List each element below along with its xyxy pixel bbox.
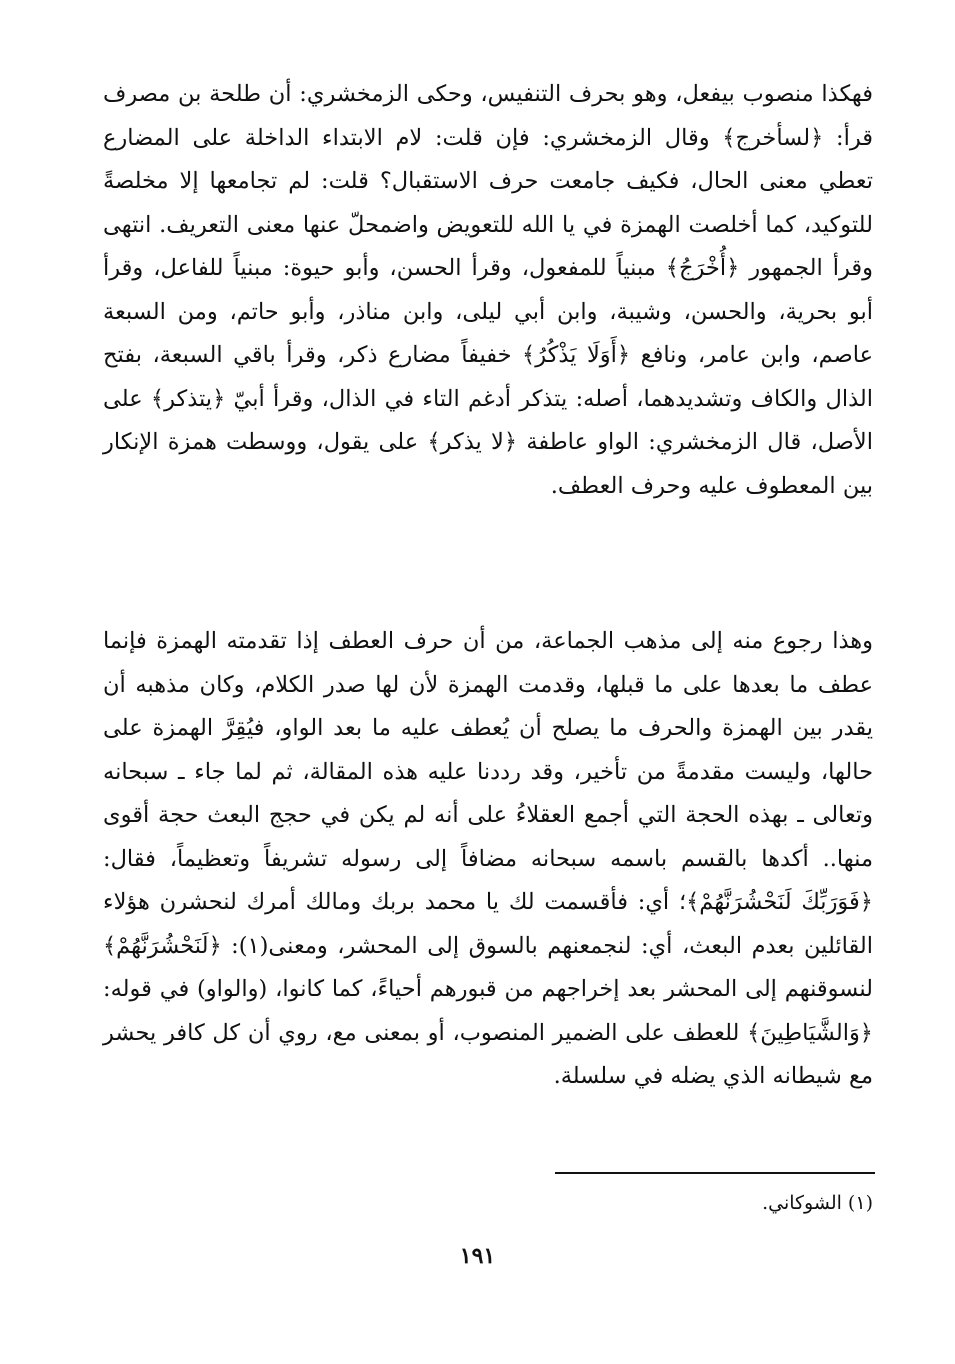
page-number: ١٩١	[459, 1243, 496, 1269]
footnote: (١) الشوكاني.	[762, 1192, 873, 1214]
footnote-separator	[555, 1172, 875, 1174]
body-paragraph-1: فهكذا منصوب بيفعل، وهو بحرف التنفيس، وحكى الزمخشري: أن طلحة بن مصرف قرأ: ﴿لسأخرج﴾ وقال الزمخشري: فإن قلت: لام الابتداء الداخلة على المضارع تعطي معنى الحال، فكيف جامعت حرف الاستقبال؟ قلت: لم تجامعها إلا مخلصةً للتوكيد، كما أخلصت الهمزة في يا الله للتعويض واضمحلّ عنها معنى التعريف. انتهى وقرأ الجمهور ﴿أُخْرَجُ﴾ مبنياً للمفعول، وقرأ الحسن، وأبو حيوة: مبنياً للفاعل، وقرأ أبو بحرية، والحسن، وشيبة، وابن أبي ليلى، وابن مناذر، وأبو حاتم، ومن السبعة عاصم، وابن عامر، ونافع ﴿أَوَلَا يَذْكُرُ﴾ خفيفاً مضارع ذكر، وقرأ باقي السبعة، بفتح الذال والكاف وتشديدهما، أصله: يتذكر أدغم التاء في الذال، وقرأ أبيّ ﴿يتذكر﴾ على الأصل، قال الزمخشري: الواو عاطفة ﴿لا يذكر﴾ على يقول، ووسطت همزة الإنكار بين المعطوف عليه وحرف العطف.	[103, 81, 873, 499]
body-paragraph-2: وهذا رجوع منه إلى مذهب الجماعة، من أن حرف العطف إذا تقدمته الهمزة فإنما عطف ما بعدها على ما قبلها، وقدمت الهمزة لأن لها صدر الكلام، وكان مذهبه أن يقدر بين الهمزة والحرف ما يصلح أن يُعطف عليه ما بعد الواو، فيُقِرَّ الهمزة على حالها، وليست مقدمةً من تأخير، وقد رددنا عليه هذه المقالة، ثم لما جاء ـ سبحانه وتعالى ـ بهذه الحجة التي أجمع العقلاءُ على أنه لم يكن في حجج البعث حجة أقوى منها.. أكدها بالقسم باسمه سبحانه مضافاً إلى رسوله تشريفاً وتعظيماً، فقال: ﴿فَوَرَبِّكَ لَنَحْشُرَنَّهُمْ﴾؛ أي: فأقسمت لك يا محمد بربك ومالك أمرك لنحشرن هؤلاء القائلين بعدم البعث، أي: لنجمعنهم بالسوق إلى المحشر، ومعنى(١): ﴿لَنَحْشُرَنَّهُمْ﴾ لنسوقنهم إلى المحشر بعد إخراجهم من قبورهم أحياءً، كما كانوا، (والواو) في قوله: ﴿وَالشَّيَاطِينَ﴾ للعطف على الضمير المنصوب، أو بمعنى مع، روي أن كل كافر يحشر مع شيطانه الذي يضله في سلسلة.	[103, 628, 873, 1089]
